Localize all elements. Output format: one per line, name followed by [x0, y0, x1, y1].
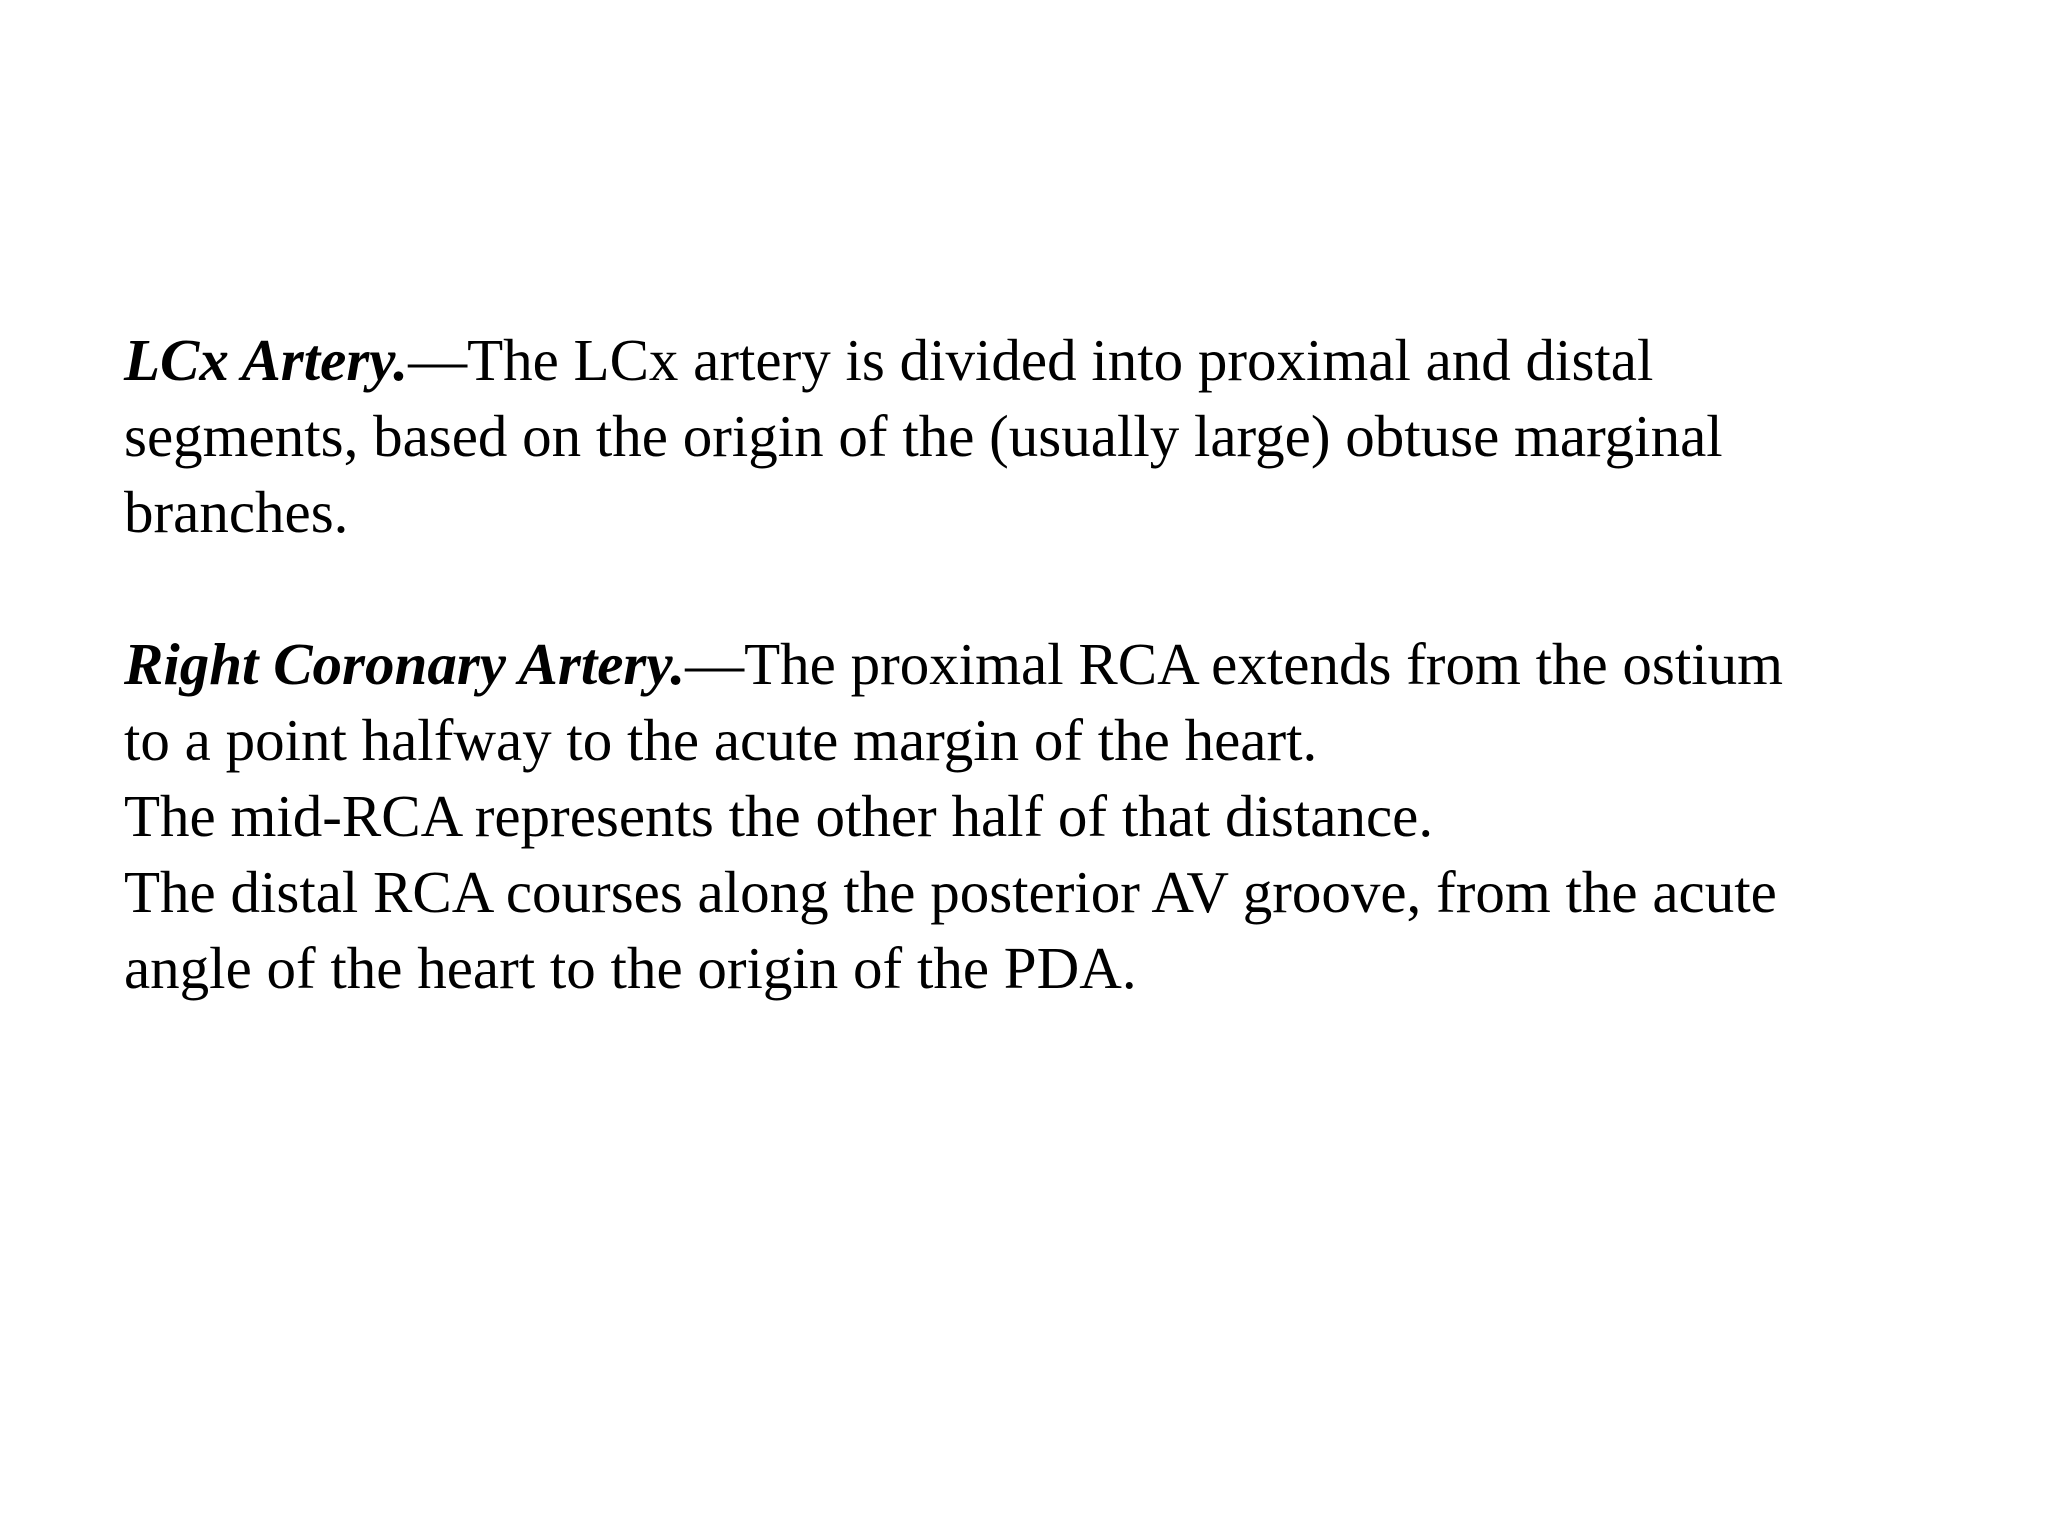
- paragraph-lcx-artery: [124, 322, 2004, 550]
- term-right-coronary-artery: Right Coronary Artery.: [124, 631, 686, 697]
- text-line: to a point halfway to the acute margin of the heart.: [124, 707, 1318, 773]
- text-line: The distal RCA courses along the posterior AV groove, from the acute: [124, 859, 1777, 925]
- text-line: branches.: [124, 479, 349, 545]
- text-line: segments, based on the origin of the (usually large) obtuse marginal: [124, 403, 1723, 469]
- text-line-content: —The LCx artery is divided into proximal and distal: [408, 327, 1654, 393]
- slide-text-block: [124, 322, 2004, 1006]
- text-line-content: —The proximal RCA extends from the ostium: [685, 631, 1784, 697]
- text-line: angle of the heart to the origin of the PDA.: [124, 935, 1137, 1001]
- text-line: The mid-RCA represents the other half of that distance.: [124, 783, 1434, 849]
- text-line: [124, 322, 2004, 398]
- text-line: [124, 626, 2004, 702]
- paragraph-right-coronary-artery: [124, 626, 2004, 1006]
- term-lcx-artery: LCx Artery.: [124, 327, 409, 393]
